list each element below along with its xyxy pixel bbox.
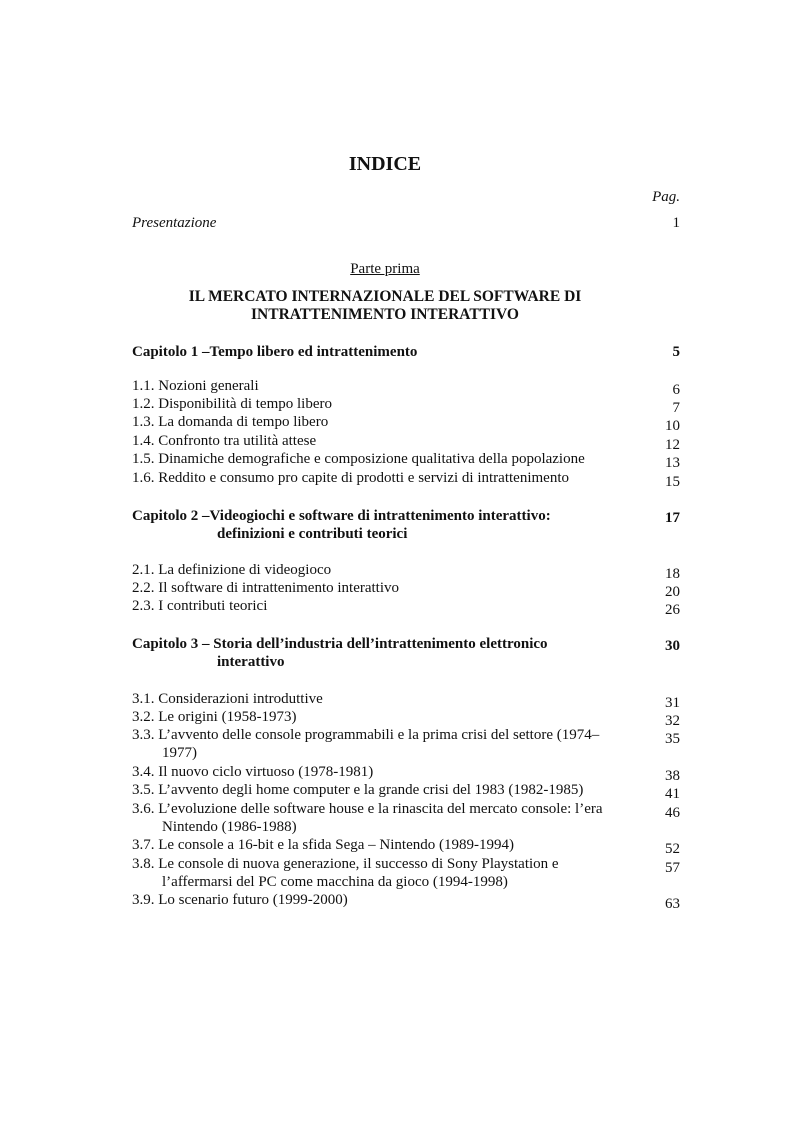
toc-entry-page: 31: [665, 695, 680, 711]
chapter-1-page: 5: [672, 344, 680, 360]
toc-entry: 2.3. I contributi teorici: [132, 598, 268, 614]
toc-entry-page: 57: [665, 860, 680, 876]
toc-entry-page: 63: [665, 896, 680, 912]
toc-entry-page: 15: [665, 474, 680, 490]
chapter-3-page: 30: [665, 638, 680, 654]
chapter-1-title: Capitolo 1 –Tempo libero ed intrattenimento: [132, 344, 418, 360]
toc-entry: 2.1. La definizione di videogioco: [132, 562, 332, 578]
chapter-2-title-cont: definizioni e contributi teorici: [217, 526, 408, 542]
toc-entry-page: 38: [665, 768, 680, 784]
presentazione-label: Presentazione: [132, 215, 217, 231]
toc-entry-page: 35: [665, 731, 680, 747]
toc-entry: 1.6. Reddito e consumo pro capite di prodotti e servizi di intrattenimento: [132, 470, 569, 486]
toc-entry: 3.9. Lo scenario futuro (1999-2000): [132, 892, 348, 908]
toc-entry: 1.2. Disponibilità di tempo libero: [132, 396, 332, 412]
part-heading-line2: INTRATTENIMENTO INTERATTIVO: [251, 306, 519, 323]
toc-entry: 1.5. Dinamiche demografiche e composizione qualitativa della popolazione: [132, 451, 585, 467]
toc-entry-page: 7: [672, 400, 680, 416]
page-column-label: Pag.: [652, 189, 680, 205]
toc-entry-cont: Nintendo (1986-1988): [162, 819, 297, 835]
toc-entry-page: 12: [665, 437, 680, 453]
toc-entry: 3.1. Considerazioni introduttive: [132, 691, 323, 707]
toc-entry: 2.2. Il software di intrattenimento interattivo: [132, 580, 400, 596]
toc-entry: 3.8. Le console di nuova generazione, il successo di Sony Playstation e: [132, 856, 559, 872]
toc-entry-cont: 1977): [162, 745, 197, 761]
toc-entry-page: 46: [665, 805, 680, 821]
toc-entry: 3.6. L’evoluzione delle software house e la rinascita del mercato console: l’era: [132, 801, 603, 817]
chapter-2-title: Capitolo 2 –Videogiochi e software di intrattenimento interattivo:: [132, 508, 551, 524]
toc-entry: 1.3. La domanda di tempo libero: [132, 414, 329, 430]
part-label: Parte prima: [350, 261, 420, 277]
toc-entry-page: 18: [665, 566, 680, 582]
toc-entry-page: 32: [665, 713, 680, 729]
toc-entry: 1.4. Confronto tra utilità attese: [132, 433, 317, 449]
toc-entry: 3.7. Le console a 16-bit e la sfida Sega – Nintendo (1989-1994): [132, 837, 514, 853]
toc-entry: 3.2. Le origini (1958-1973): [132, 709, 297, 725]
toc-entry-page: 52: [665, 841, 680, 857]
toc-entry-page: 41: [665, 786, 680, 802]
part-heading-line1: IL MERCATO INTERNAZIONALE DEL SOFTWARE DI: [188, 288, 582, 305]
toc-entry-page: 10: [665, 418, 680, 434]
toc-entry: 3.3. L’avvento delle console programmabili e la prima crisi del settore (1974–: [132, 727, 600, 743]
presentazione-page: 1: [672, 215, 680, 231]
chapter-3-title-cont: interattivo: [217, 654, 285, 670]
toc-entry-page: 6: [672, 382, 680, 398]
toc-entry-page: 20: [665, 584, 680, 600]
page-title: INDICE: [348, 153, 422, 175]
toc-entry-page: 26: [665, 602, 680, 618]
toc-entry-page: 13: [665, 455, 680, 471]
toc-entry: 3.4. Il nuovo ciclo virtuoso (1978-1981): [132, 764, 374, 780]
toc-entry-cont: l’affermarsi del PC come macchina da gioco (1994-1998): [162, 874, 508, 890]
chapter-3-title: Capitolo 3 – Storia dell’industria dell’intrattenimento elettronico: [132, 636, 548, 652]
toc-entry: 3.5. L’avvento degli home computer e la grande crisi del 1983 (1982-1985): [132, 782, 584, 798]
toc-entry: 1.1. Nozioni generali: [132, 378, 259, 394]
chapter-2-page: 17: [665, 510, 680, 526]
